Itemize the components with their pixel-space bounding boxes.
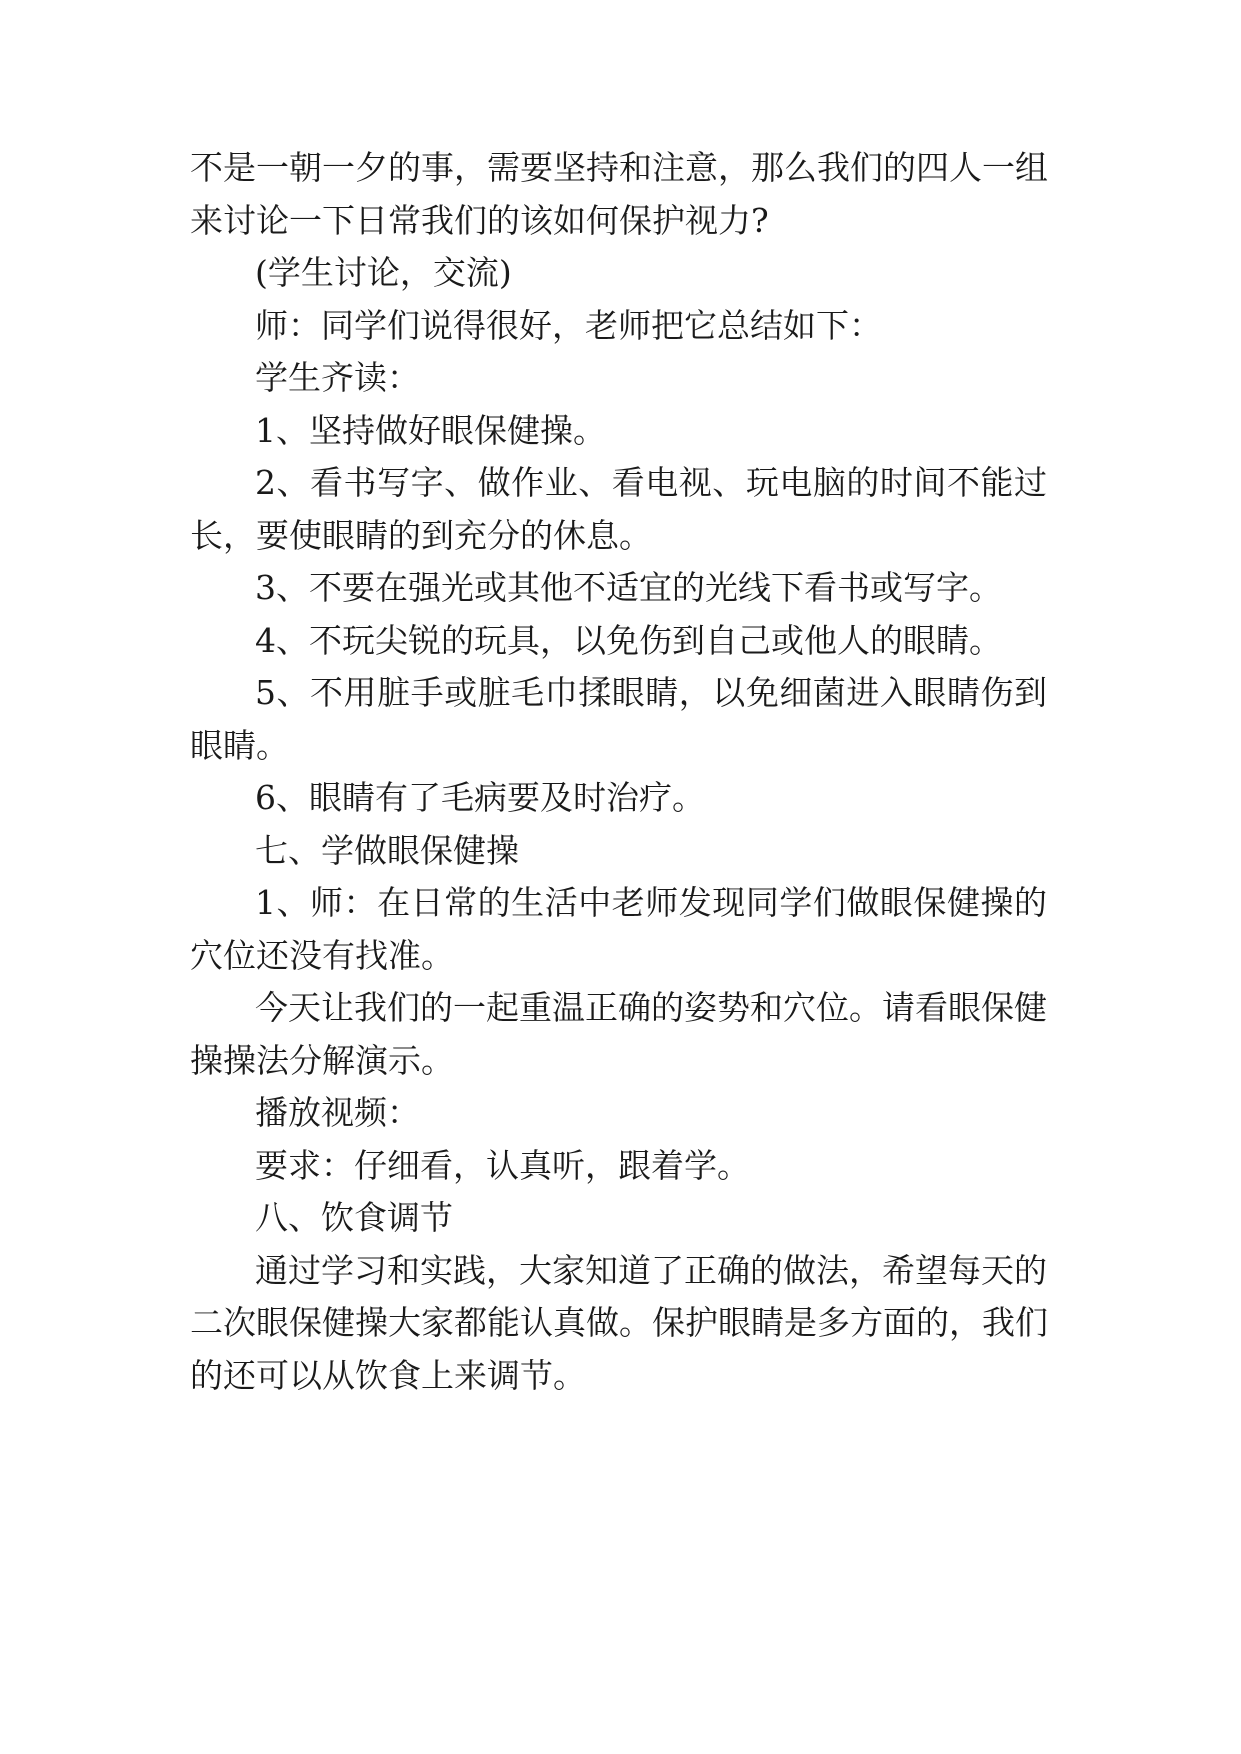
text-line: 长，要使眼睛的到充分的休息。	[190, 516, 652, 555]
text-line: 要求：仔细看，认真听，跟着学。	[255, 1146, 750, 1185]
text-line: 操操法分解演示。	[190, 1041, 454, 1080]
text-line: 不是一朝一夕的事，需要坚持和注意，那么我们的四人一组	[190, 148, 1048, 187]
list-item: 2、看书写字、做作业、看电视、玩电脑的时间不能过	[255, 463, 1047, 502]
section-heading: 七、学做眼保健操	[255, 831, 519, 870]
text-line: 今天让我们的一起重温正确的姿势和穴位。请看眼保健	[255, 988, 1047, 1027]
list-item: 3、不要在强光或其他不适宜的光线下看书或写字。	[255, 568, 1002, 607]
list-item: 4、不玩尖锐的玩具，以免伤到自己或他人的眼睛。	[255, 621, 1002, 660]
text-line: 的还可以从饮食上来调节。	[190, 1356, 586, 1395]
text-line: 二次眼保健操大家都能认真做。保护眼睛是多方面的，我们	[190, 1303, 1048, 1342]
text-line: 眼睛。	[190, 726, 289, 765]
list-item: 5、不用脏手或脏毛巾揉眼睛，以免细菌进入眼睛伤到	[255, 673, 1047, 712]
text-line: 穴位还没有找准。	[190, 936, 454, 975]
text-line: 来讨论一下日常我们的该如何保护视力?	[190, 201, 769, 240]
text-line: 通过学习和实践，大家知道了正确的做法，希望每天的	[255, 1251, 1047, 1290]
text-line: 师：同学们说得很好，老师把它总结如下：	[255, 306, 882, 345]
list-item: 1、坚持做好眼保健操。	[255, 411, 606, 450]
list-item: 6、眼睛有了毛病要及时治疗。	[255, 778, 705, 817]
text-line: 播放视频：	[255, 1093, 420, 1132]
text-line: 学生齐读：	[255, 358, 420, 397]
list-item: 1、师：在日常的生活中老师发现同学们做眼保健操的	[255, 883, 1047, 922]
section-heading: 八、饮食调节	[255, 1198, 453, 1237]
text-line: (学生讨论，交流)	[255, 253, 512, 292]
